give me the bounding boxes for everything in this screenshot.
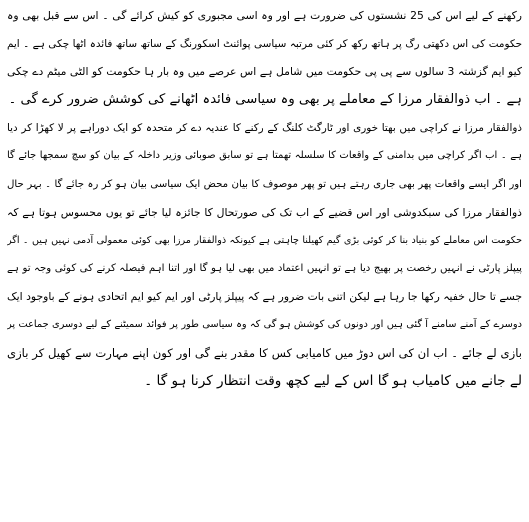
article-line-5: ذوالفقار مرزا نے کراچی میں بھتا خوری اور ٹارگٹ کلنگ کے رکنے کا عندیہ دے کر متحدہ کو ایک دوراہے پر لا کھڑا کر دیا	[7, 122, 522, 135]
article-body	[7, 2, 522, 395]
article-line-13: بازی لے جائے ۔ اب ان کی اس دوڑ میں کامیابی کس کا مقدر بنے گی اور کون اپنے مہارت سے کھیل کر بازی	[7, 346, 522, 361]
article-line-14: لے جانے میں کامیاب ہو گا اس کے لیے کچھ وقت انتظار کرنا ہو گا ۔	[144, 373, 522, 390]
article-line-8: ذوالفقار مرزا کی سبکدوشی اور اس قضیے کے اب تک کی صورتحال کا جائزہ لیا جائے تو یوں محسوس ہوتا ہے کہ	[7, 205, 522, 219]
article-line-4: ہے ۔ اب ذوالفقار مرزا کے معاملے پر بھی وہ سیاسی فائدہ اٹھانے کی کوشش ضرور کرے گی ۔	[8, 92, 522, 108]
article-line-1: رکھنے کے لیے اس کی 25 نشستوں کی ضرورت ہے اور وہ اسی مجبوری کو کیش کرائے گی ۔ اس سے قبل بھی وہ	[7, 9, 522, 22]
article-line-10: پیپلز پارٹی نے انہیں رخصت پر بھیج دیا ہے تو انہیں اعتماد میں بھی لیا ہو گا اور اتنا اہم فیصلہ کرنے کی کوئی وجہ تو ہے	[7, 262, 522, 274]
article-line-3: کیو ایم گزشتہ 3 سالوں سے پی پی حکومت میں شامل ہے اس عرصے میں وہ بار ہا حکومت کو الٹی میٹم دے چکی	[7, 65, 522, 79]
article-line-2: حکومت کی اس دکھتی رگ پر ہاتھ رکھ کر کئی مرتبہ سیاسی پوائنٹ اسکورنگ کے ساتھ ساتھ فائدہ اٹھا چکی ہے ۔ ایم	[7, 38, 522, 51]
article-line-7: اور اگر ایسے واقعات پھر بھی جاری رہتے ہیں تو پھر موصوف کا بیان محض ایک سیاسی بیان ہو کر رہ جائے گا ۔ بہر حال	[7, 178, 522, 190]
article-line-9: حکومت اس معاملے کو بنیاد بنا کر کوئی بڑی گیم کھیلنا چاہتی ہے کیونکہ ذوالفقار مرزا بھی کوئی معمولی آدمی نہیں ہیں ۔ اگر	[7, 234, 522, 246]
article-line-11: جسے تا حال خفیہ رکھا جا رہا ہے لیکن اتنی بات ضرور ہے کہ پیپلز پارٹی اور ایم کیو ایم اتحادی ہونے کے باوجود ایک	[7, 289, 522, 303]
article-line-6: ہے ۔ اب اگر کراچی میں بدامنی کے واقعات کا سلسلہ تھمتا ہے تو سابق صوبائی وزیر داخلہ کے بیان کو سچ سمجھا جائے گا	[7, 150, 522, 162]
article-line-12: دوسرے کے آمنے سامنے آ گئی ہیں اور دونوں کی کوشش ہو گی کہ وہ سیاسی طور پر فوائد سمیٹنے کے لیے دوسری جماعت پر	[7, 319, 522, 331]
